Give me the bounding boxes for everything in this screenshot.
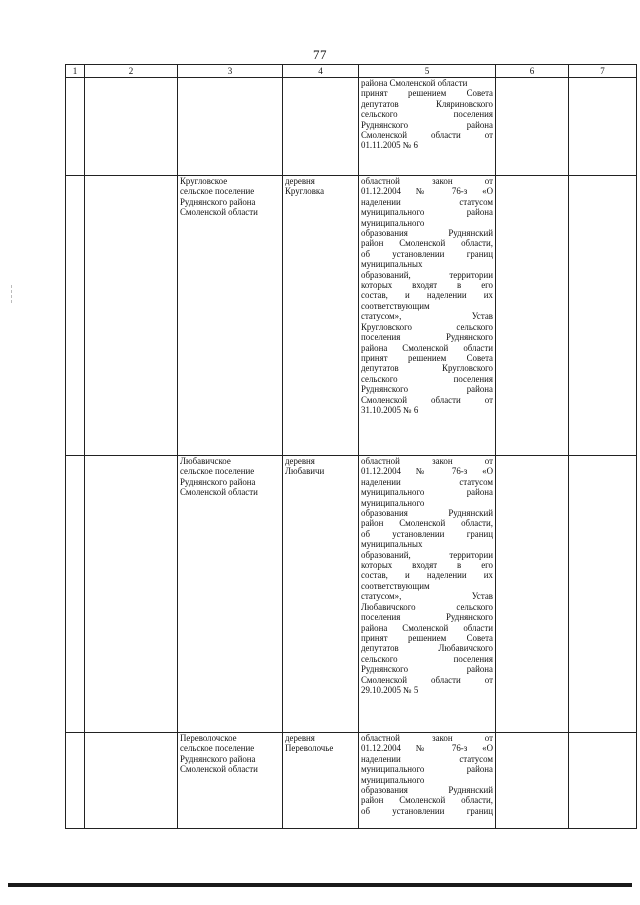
legal-basis-line: 01.12.2004 № 76-з «О [361, 466, 493, 477]
legal-basis-line: муниципального района [361, 764, 493, 775]
header-row [66, 65, 637, 78]
legal-basis-line: Кругловского сельского [361, 321, 493, 332]
legal-basis-line: об установлении границ [361, 805, 493, 816]
legal-basis-line: принят решением Совета [361, 88, 493, 99]
legal-basis-line: состав, и наделении их [361, 570, 493, 581]
legal-basis-line: муниципального [361, 217, 425, 228]
settlement-name-line: Руднянского района [180, 196, 256, 207]
settlement-name-line: Смоленской области [180, 764, 258, 775]
legal-basis-line: состав, и наделении их [361, 290, 493, 301]
legal-basis-line: района Смоленской области [361, 622, 493, 633]
table-cell-col6 [496, 176, 569, 456]
col-header-6: 6 [496, 65, 569, 78]
municipal-table [65, 64, 637, 829]
legal-basis-line: наделении статусом [361, 476, 493, 487]
settlement-name-line: сельское поселение [180, 186, 255, 197]
legal-basis-line: 01.11.2005 № 6 [361, 140, 418, 151]
legal-basis-line: муниципальных [361, 259, 423, 270]
table-cell-col5 [359, 176, 496, 456]
legal-basis-line: об установлении границ [361, 248, 493, 259]
legal-basis-line: образований, территории [361, 549, 493, 560]
table-cell-col3 [178, 176, 283, 456]
settlement-name-line: Руднянского района [180, 753, 256, 764]
legal-basis-line: образования Руднянский [361, 228, 493, 239]
legal-basis-line: образований, территории [361, 269, 493, 280]
settlement-name-line: Смоленской области [180, 207, 258, 218]
table-cell-col6 [496, 456, 569, 733]
legal-basis-line: Любавичского сельского [361, 601, 493, 612]
col-header-4: 4 [283, 65, 359, 78]
table-cell-col7 [569, 733, 637, 829]
table-cell-col3 [178, 456, 283, 733]
table-cell-col2 [85, 733, 178, 829]
table-row [66, 176, 637, 456]
legal-basis-line: депутатов Любавичского [361, 643, 493, 654]
table-cell-col2 [85, 176, 178, 456]
legal-basis-line: областной закон от [361, 176, 493, 186]
table-cell-col5 [359, 456, 496, 733]
legal-basis-line: район Смоленской области, [361, 518, 493, 529]
admin-center-line: Кругловка [285, 186, 325, 197]
table-row [66, 733, 637, 829]
settlement-name-line: сельское поселение [180, 743, 255, 754]
settlement-name-line: Переволочское [180, 733, 237, 743]
legal-basis-line: принят решением Совета [361, 632, 493, 643]
table-cell-col5 [359, 78, 496, 176]
table-cell-col4 [283, 78, 359, 176]
legal-basis-line: об установлении границ [361, 528, 493, 539]
settlement-name-line: Любавичское [180, 456, 231, 466]
legal-basis-line: муниципальных [361, 539, 423, 550]
table-cell-col4 [283, 733, 359, 829]
col-header-5: 5 [359, 65, 496, 78]
settlement-name-line: Смоленской области [180, 487, 258, 498]
legal-basis-line: статусом», Устав [361, 311, 493, 322]
legal-basis-line: муниципального [361, 497, 425, 508]
admin-center-line: Любавичи [285, 466, 325, 477]
table-cell-col1 [66, 176, 85, 456]
legal-basis-line: сельского поселения [361, 373, 493, 384]
legal-basis-line: района Смоленской области [361, 78, 468, 88]
table-cell-col7 [569, 456, 637, 733]
settlement-name-line: Кругловское [180, 176, 228, 186]
binding-mark [11, 285, 12, 303]
table-cell-col6 [496, 78, 569, 176]
legal-basis-line: Руднянского района [361, 664, 493, 675]
table-row [66, 456, 637, 733]
legal-basis-line: которых входят в его [361, 280, 493, 291]
admin-center-line: Переволочье [285, 743, 334, 754]
table-cell-col1 [66, 78, 85, 176]
legal-basis-line: Смоленской области от [361, 674, 493, 685]
legal-basis-line: поселения Руднянского [361, 332, 493, 343]
legal-basis-line: муниципального района [361, 487, 493, 498]
table-cell-col6 [496, 733, 569, 829]
col-header-2: 2 [85, 65, 178, 78]
table-cell-col2 [85, 456, 178, 733]
settlement-name-line: сельское поселение [180, 466, 255, 477]
col-header-7: 7 [569, 65, 637, 78]
legal-basis-line: муниципального района [361, 207, 493, 218]
admin-center-line: деревня [285, 733, 315, 743]
legal-basis-line: областной закон от [361, 456, 493, 466]
legal-basis-line: район Смоленской области, [361, 238, 493, 249]
col-header-3: 3 [178, 65, 283, 78]
legal-basis-line: наделении статусом [361, 753, 493, 764]
table-cell-col3 [178, 78, 283, 176]
legal-basis-line: муниципального [361, 774, 425, 785]
legal-basis-line: которых входят в его [361, 560, 493, 571]
legal-basis-line: соответствующим [361, 300, 430, 311]
col-header-1: 1 [66, 65, 85, 78]
legal-basis-line: сельского поселения [361, 653, 493, 664]
legal-basis-line: Смоленской области от [361, 130, 493, 141]
legal-basis-line: поселения Руднянского [361, 612, 493, 623]
table-row [66, 78, 637, 176]
legal-basis-line: 01.12.2004 № 76-з «О [361, 186, 493, 197]
legal-basis-line: Руднянского района [361, 384, 493, 395]
admin-center-line: деревня [285, 456, 315, 466]
legal-basis-line: депутатов Кругловского [361, 363, 493, 374]
legal-basis-line: 31.10.2005 № 6 [361, 404, 419, 415]
legal-basis-line: района Смоленской области [361, 342, 493, 353]
legal-basis-line: образования Руднянский [361, 508, 493, 519]
legal-basis-line: район Смоленской области, [361, 795, 493, 806]
legal-basis-line: депутатов Кляриновского [361, 98, 493, 109]
legal-basis-line: соответствующим [361, 580, 430, 591]
legal-basis-line: статусом», Устав [361, 591, 493, 602]
admin-center-line: деревня [285, 176, 315, 186]
page-number: 77 [313, 47, 327, 62]
legal-basis-line: образования Руднянский [361, 785, 493, 796]
legal-basis-line: сельского поселения [361, 109, 493, 120]
table-cell-col5 [359, 733, 496, 829]
legal-basis-line: Смоленской области от [361, 394, 493, 405]
scan-bottom-edge [8, 883, 632, 887]
legal-basis-line: 29.10.2005 № 5 [361, 684, 419, 695]
table-cell-col7 [569, 176, 637, 456]
table-cell-col7 [569, 78, 637, 176]
legal-basis-line: Руднянского района [361, 119, 493, 130]
table-cell-col4 [283, 176, 359, 456]
legal-basis-line: областной закон от [361, 733, 493, 743]
table-cell-col3 [178, 733, 283, 829]
table-cell-col1 [66, 733, 85, 829]
table-cell-col4 [283, 456, 359, 733]
legal-basis-line: наделении статусом [361, 196, 493, 207]
legal-basis-line: принят решением Совета [361, 352, 493, 363]
table-cell-col1 [66, 456, 85, 733]
settlement-name-line: Руднянского района [180, 476, 256, 487]
table-cell-col2 [85, 78, 178, 176]
legal-basis-line: 01.12.2004 № 76-з «О [361, 743, 493, 754]
